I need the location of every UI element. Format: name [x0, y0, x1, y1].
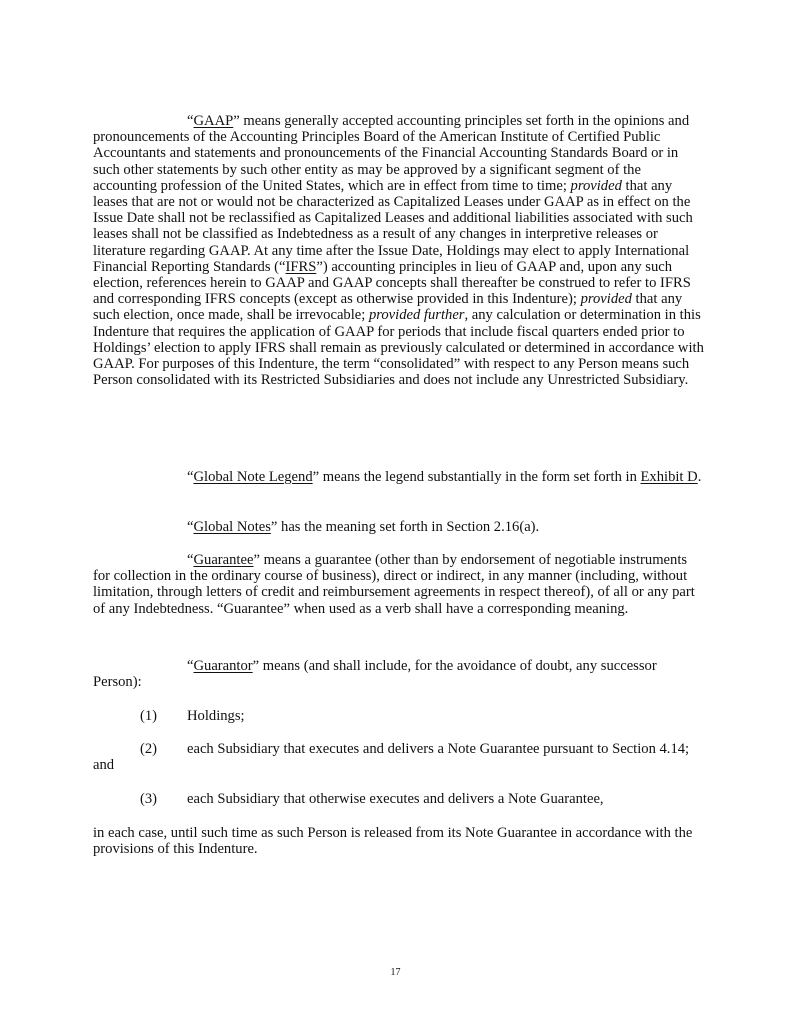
defined-term-guarantee: Guarantee	[193, 552, 254, 568]
definition-guarantee: “Guarantee” means a guarantee (other than by endorsement of negotiable instruments for collection in the ordinary course of business), direct or indirect, in any manner (including, without limitation, through letters of credit and reimbursement agreements in respect thereof), of all or any part of any Indebtedness. “Guarantee” when used as a verb shall have a corresponding meaning.	[93, 552, 695, 617]
list-item	[93, 708, 705, 724]
list-item-text: each Subsidiary that executes and delivers a Note Guarantee pursuant to Section 4.14; and	[93, 741, 690, 774]
defined-term-global-notes: Global Notes	[193, 519, 271, 535]
closing-paragraph: in each case, until such time as such Person is released from its Note Guarantee in accordance with the provisions of this Indenture.	[93, 825, 693, 858]
defined-term-ifrs: IFRS	[285, 258, 317, 275]
defined-term-gaap: GAAP	[193, 113, 234, 129]
definition-global-note-legend: “Global Note Legend” means the legend substantially in the form set forth in Exhibit D.	[187, 469, 702, 485]
defined-term-global-note-legend: Global Note Legend	[193, 469, 313, 485]
list-item-text: Holdings;	[187, 708, 245, 724]
list-item	[93, 741, 705, 773]
list-item-number: (2)	[140, 741, 158, 757]
defined-term-guarantor: Guarantor	[193, 658, 253, 674]
page-number: 17	[390, 967, 401, 978]
list-item-number: (3)	[140, 791, 158, 807]
list-item-number: (1)	[140, 708, 158, 724]
exhibit-reference: Exhibit D	[640, 469, 698, 485]
list-item-text: each Subsidiary that otherwise executes and delivers a Note Guarantee,	[187, 791, 604, 807]
list-item	[93, 791, 705, 807]
definition-gaap: “GAAP” means generally accepted accounting principles set forth in the opinions and pronouncements of the Accounting Principles Board of the American Institute of Certified Public Accountants and statements and pronouncements of the Financial Accounting Standards Board or in such other statements by such other entity as may be approved by a significant segment of the accounting profession of the United States, which are in effect from time to time; provided that any leases that are not or would not be characterized as Capitalized Leases under GAAP as in effect on the Issue Date shall not be reclassified as Capitalized Leases and additional liabilities associated with such leases shall not be classified as Indebtedness as a result of any changes in interpretive releases or literature regarding GAAP. At any time after the Issue Date, Holdings may elect to apply International Financial Reporting Standards (“IFRS”) accounting principles in lieu of GAAP and, upon any such election, references herein to GAAP and GAAP concepts shall thereafter be construed to refer to IFRS and corresponding IFRS concepts (except as otherwise provided in this Indenture); provided that any such election, once made, shall be irrevocable; provided further, any calculation or determination in this Indenture that requires the application of GAAP for periods that include fiscal quarters ended prior to Holdings’ election to apply IFRS shall remain as previously calculated or determined in accordance with GAAP. For purposes of this Indenture, the term “consolidated” with respect to any Person means such Person consolidated with its Restricted Subsidiaries and does not include any Unrestricted Subsidiary.	[93, 113, 704, 389]
definition-global-notes: “Global Notes” has the meaning set forth in Section 2.16(a).	[187, 519, 540, 535]
definition-guarantor: “Guarantor” means (and shall include, for the avoidance of doubt, any successor Person):	[93, 658, 657, 691]
